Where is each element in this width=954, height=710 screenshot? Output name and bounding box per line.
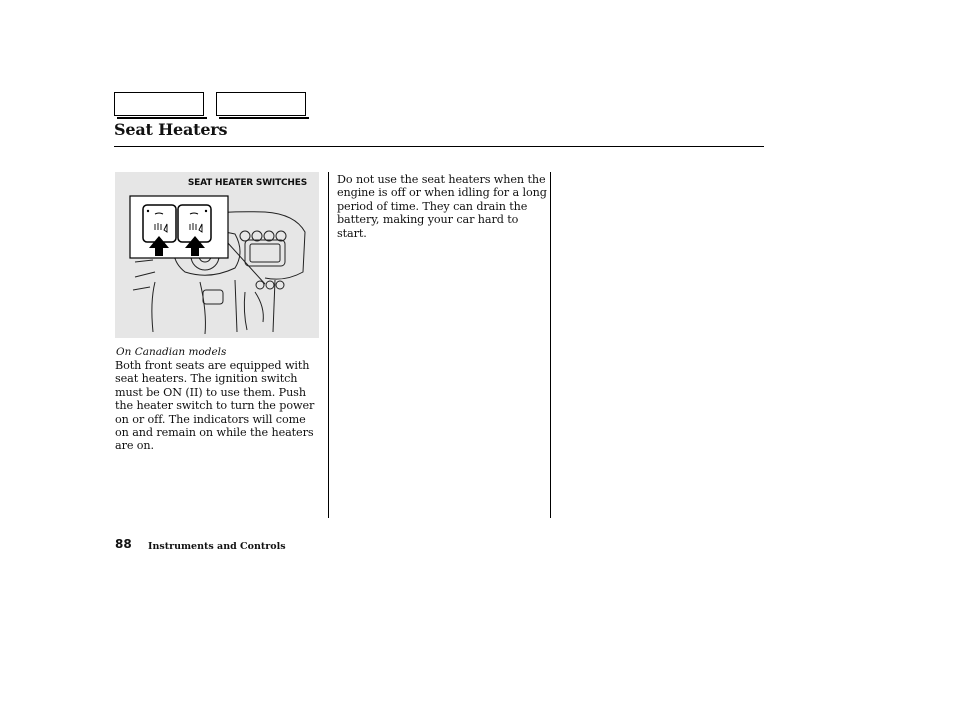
column-divider — [328, 172, 329, 518]
column2-text: Do not use the seat heaters when the engine is off or when idling for a long period of time. They can drain the battery, making your car hard to start. — [337, 173, 547, 240]
column-divider — [550, 172, 551, 518]
nav-next-button[interactable] — [216, 92, 306, 116]
dashboard-illustration — [115, 172, 319, 338]
title-divider — [114, 146, 764, 147]
nav-prev-button[interactable] — [114, 92, 204, 116]
seat-heater-figure — [115, 172, 319, 338]
page-number: 88 — [115, 537, 132, 551]
figure-caption: SEAT HEATER SWITCHES — [187, 178, 307, 188]
figure-note: On Canadian models — [116, 346, 227, 358]
column1-text: Both front seats are equipped with seat heaters. The ignition switch must be ON (II) to use them. Push the heater switch to turn the power on or off. The indicators will come on and remain on while the heaters are on. — [115, 359, 315, 453]
section-name: Instruments and Controls — [148, 541, 286, 552]
page-title: Seat Heaters — [114, 120, 228, 139]
